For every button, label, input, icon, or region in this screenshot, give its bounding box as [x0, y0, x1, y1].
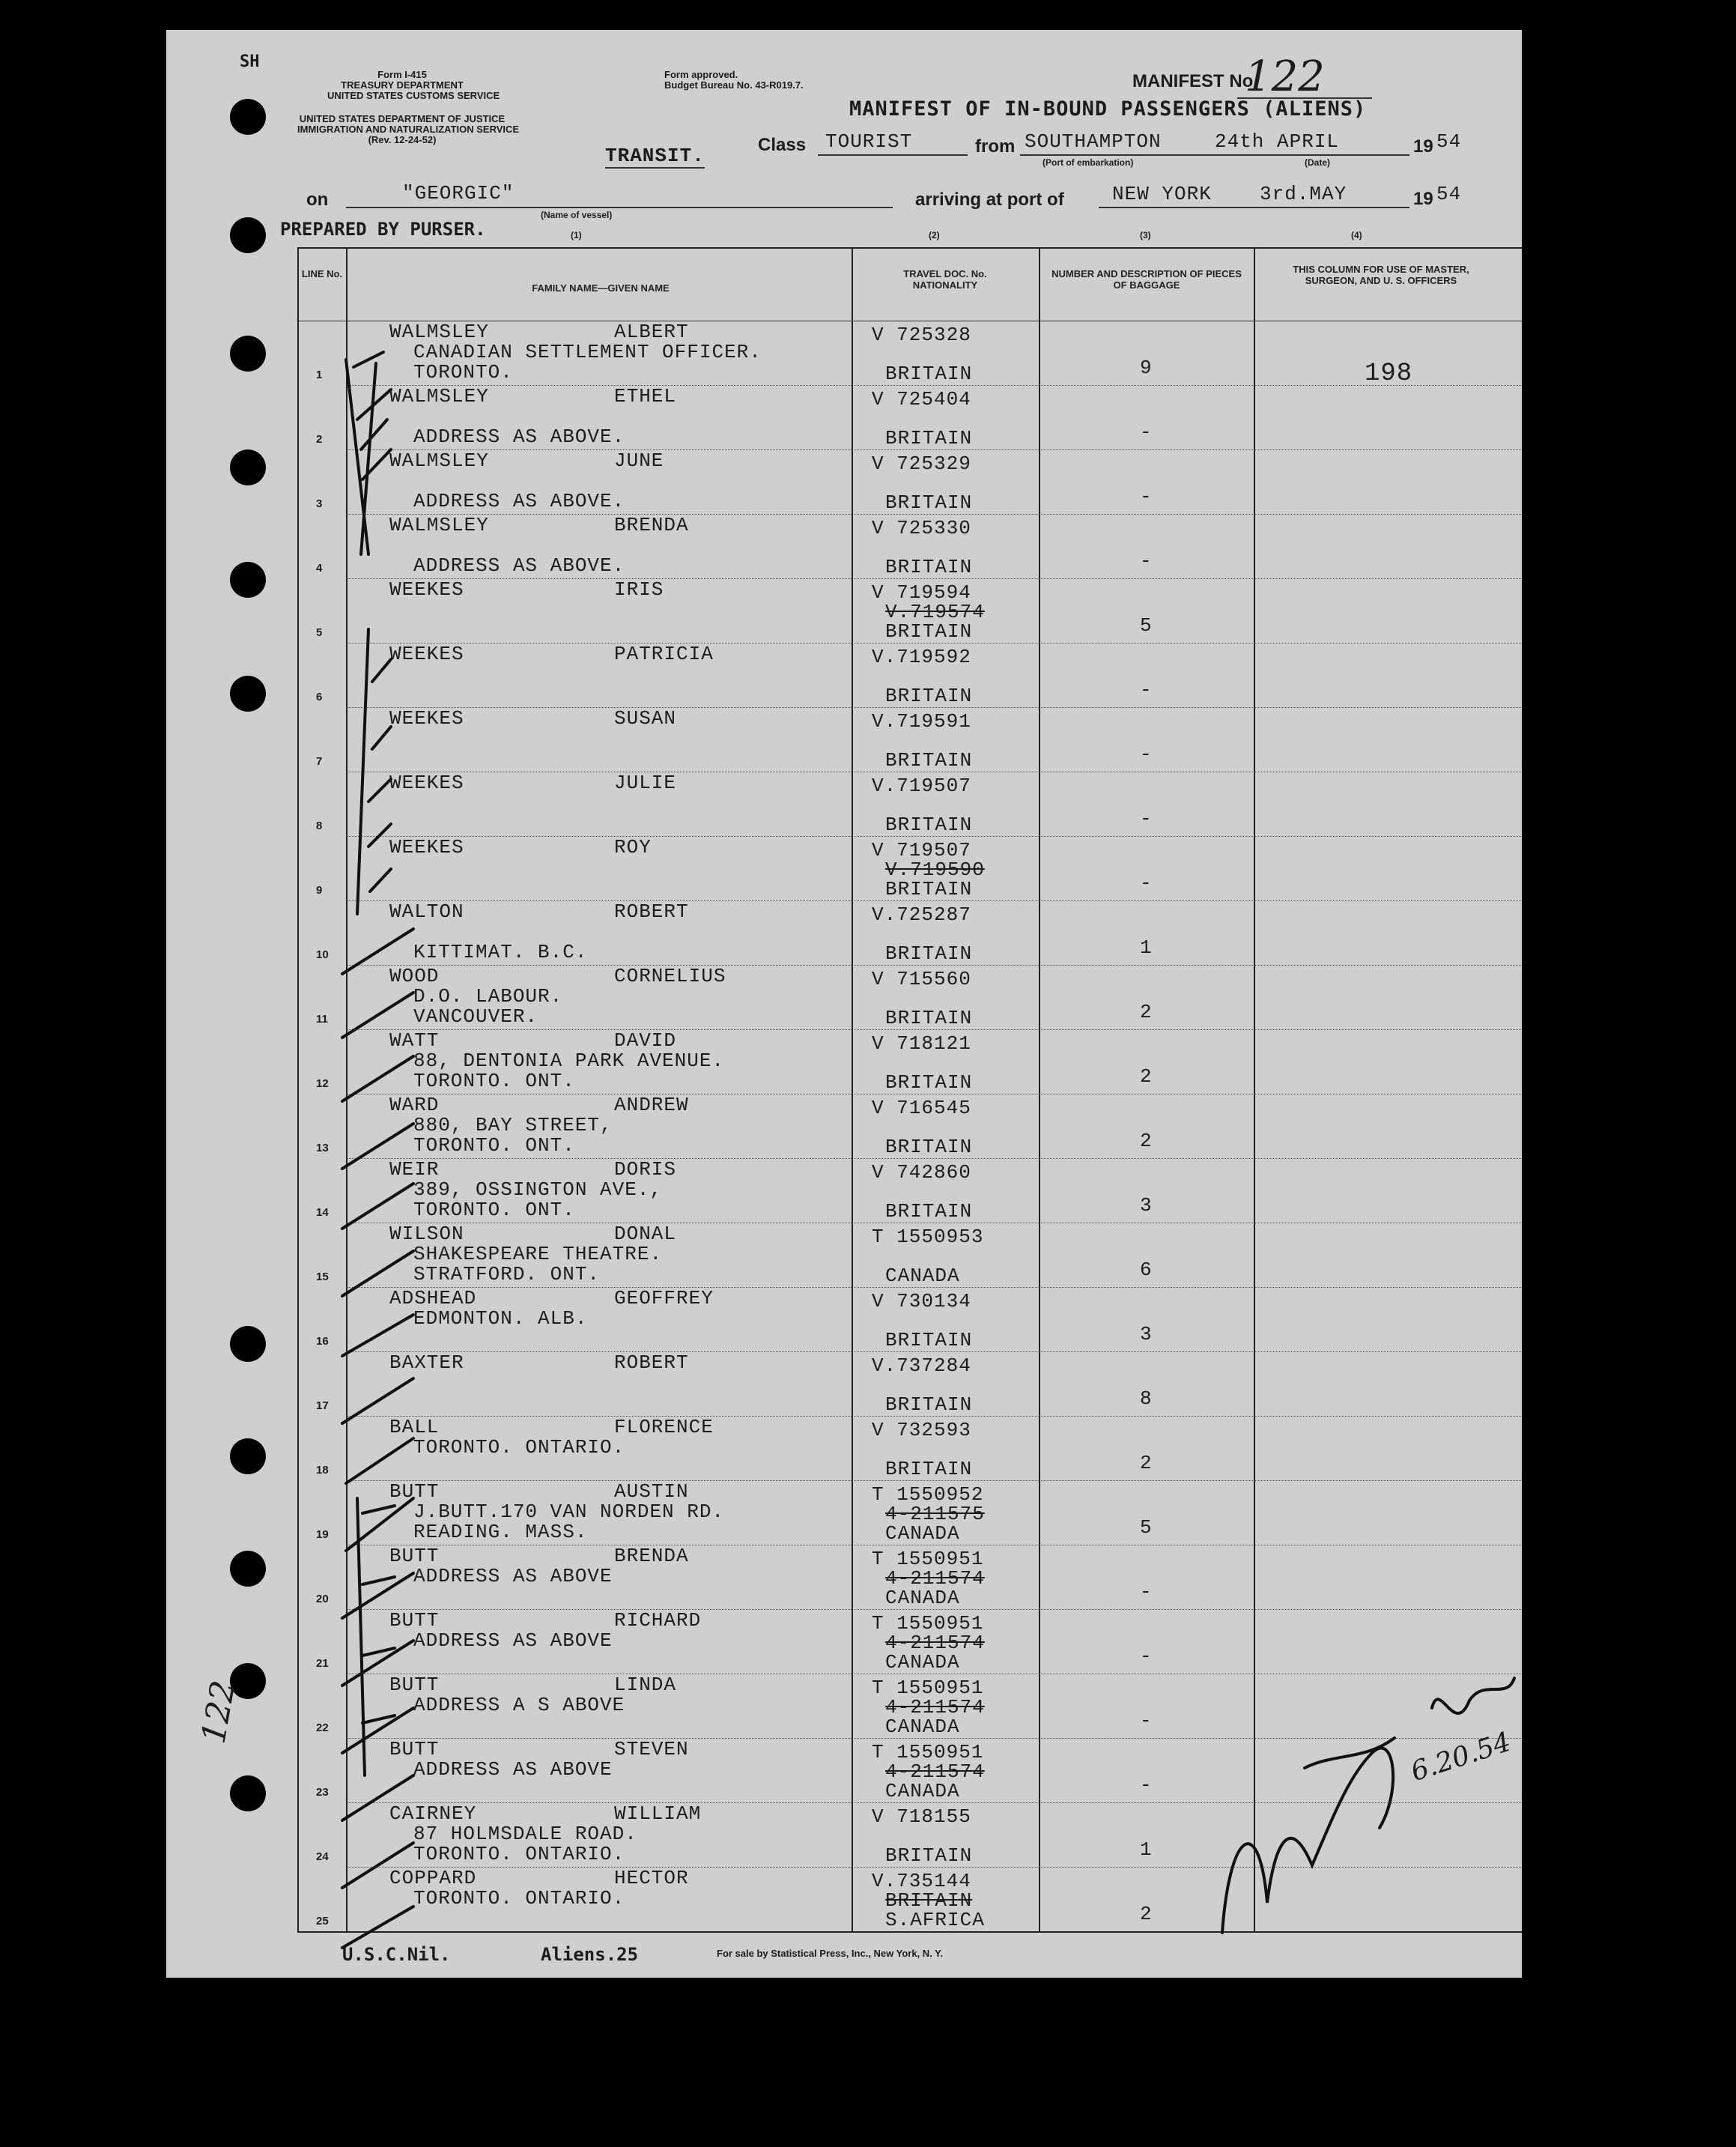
transit-label: TRANSIT.	[605, 145, 705, 167]
form-approved: Form approved.	[664, 69, 738, 80]
address-line-1: ADDRESS AS ABOVE	[413, 1629, 613, 1652]
address-line-1: SHAKESPEARE THEATRE.	[413, 1243, 663, 1265]
family-name: WALTON	[389, 900, 464, 923]
line-number: 7	[316, 755, 323, 768]
address-line-1: ADDRESS A S ABOVE	[413, 1694, 625, 1716]
line-number: 12	[316, 1077, 329, 1090]
family-name: WALMSLEY	[389, 514, 489, 536]
header-doc: TRAVEL DOC. No. NATIONALITY	[903, 268, 987, 291]
header-baggage: NUMBER AND DESCRIPTION OF PIECES OF BAGGAGE	[1051, 268, 1242, 291]
travel-doc: T 1550951	[872, 1612, 984, 1635]
nationality: BRITAIN	[885, 1844, 973, 1867]
travel-doc: V.725287	[872, 903, 971, 926]
family-name: BUTT	[389, 1738, 440, 1760]
given-name: WILLIAM	[614, 1802, 702, 1825]
travel-doc-struck: 4-211574	[885, 1567, 985, 1590]
baggage-count: 5	[1140, 1516, 1153, 1539]
baggage-count: -	[1140, 743, 1153, 766]
travel-doc-struck: 4-211574	[885, 1760, 985, 1783]
customs-label: UNITED STATES CUSTOMS SERVICE	[327, 90, 500, 101]
travel-doc: V 732593	[872, 1419, 971, 1441]
given-name: ETHEL	[614, 385, 677, 408]
family-name: WALMSLEY	[389, 385, 489, 408]
nationality: BRITAIN	[885, 1071, 973, 1094]
from-date: 24th APRIL	[1215, 130, 1340, 153]
line-number: 1	[316, 369, 323, 381]
arrival-date: 3rd.MAY	[1260, 183, 1347, 205]
address-line-1: 389, OSSINGTON AVE.,	[413, 1178, 663, 1201]
ins-label: IMMIGRATION AND NATURALIZATION SERVICE	[297, 124, 520, 135]
family-name: WEEKES	[389, 836, 464, 859]
travel-doc: V 730134	[872, 1290, 971, 1312]
baggage-count: 2	[1140, 1130, 1153, 1152]
line-number: 9	[316, 884, 323, 897]
family-name: BUTT	[389, 1609, 440, 1632]
travel-doc: V.719592	[872, 646, 971, 668]
baggage-count: 1	[1140, 936, 1153, 959]
travel-doc: T 1550951	[872, 1741, 984, 1763]
baggage-count: -	[1140, 872, 1153, 894]
given-name: CORNELIUS	[614, 965, 726, 987]
nationality: BRITAIN	[885, 1200, 973, 1223]
travel-doc-struck: 4-211575	[885, 1503, 985, 1525]
baggage-count: -	[1140, 485, 1153, 508]
family-name: COPPARD	[389, 1867, 477, 1889]
given-name: IRIS	[614, 578, 664, 601]
travel-doc: T 1550952	[872, 1483, 984, 1506]
printer-credit: For sale by Statistical Press, Inc., New York, N. Y.	[717, 1948, 944, 1959]
family-name: WALMSLEY	[389, 449, 489, 472]
nationality: BRITAIN	[885, 1458, 973, 1480]
given-name: ANDREW	[614, 1094, 689, 1116]
travel-doc: V 725404	[872, 388, 971, 411]
address-line-1: J.BUTT.170 VAN NORDEN RD.	[413, 1501, 725, 1523]
handwritten-ticks	[166, 30, 1522, 1978]
baggage-count: 2	[1140, 1452, 1153, 1474]
family-name: WEEKES	[389, 643, 464, 665]
baggage-count: 3	[1140, 1323, 1153, 1345]
manifest-no-label: MANIFEST No.	[1132, 71, 1258, 91]
baggage-count: 3	[1140, 1194, 1153, 1217]
family-name: WARD	[389, 1094, 440, 1116]
address-line-2: READING. MASS.	[413, 1521, 588, 1543]
nationality: BRITAIN	[885, 363, 973, 385]
col-num-3: (3)	[1140, 230, 1151, 240]
baggage-count: 1	[1140, 1838, 1153, 1861]
travel-doc: V.719591	[872, 710, 971, 733]
given-name: RICHARD	[614, 1609, 702, 1632]
line-number: 18	[316, 1464, 329, 1477]
line-number: 8	[316, 820, 323, 832]
given-name: ROBERT	[614, 900, 689, 923]
year-1: 54	[1436, 130, 1462, 153]
header-line-no: LINE No.	[301, 268, 343, 279]
nationality: BRITAIN	[885, 556, 973, 578]
family-name: WEEKES	[389, 707, 464, 730]
family-name: BUTT	[389, 1545, 440, 1567]
given-name: JUNE	[614, 449, 664, 472]
travel-doc-struck: BRITAIN	[885, 1889, 973, 1912]
arrival-port: NEW YORK	[1112, 183, 1212, 205]
nationality: CANADA	[885, 1522, 960, 1545]
line-number: 23	[316, 1786, 329, 1799]
given-name: FLORENCE	[614, 1416, 714, 1438]
given-name: LINDA	[614, 1674, 677, 1696]
given-name: GEOFFREY	[614, 1287, 714, 1309]
given-name: JULIE	[614, 772, 677, 794]
signature-date: 6.20.54	[1407, 1726, 1515, 1788]
line-number: 10	[316, 948, 329, 961]
travel-doc: V 725330	[872, 517, 971, 539]
given-name: STEVEN	[614, 1738, 689, 1760]
travel-doc: V 719594	[872, 581, 971, 604]
travel-doc: V 725329	[872, 452, 971, 475]
col-num-1: (1)	[571, 230, 582, 240]
given-name: BRENDA	[614, 1545, 689, 1567]
address-line-2: STRATFORD. ONT.	[413, 1263, 601, 1286]
address-line-2: TORONTO. ONT.	[413, 1134, 575, 1157]
baggage-count: 2	[1140, 1001, 1153, 1023]
given-name: HECTOR	[614, 1867, 689, 1889]
given-name: SUSAN	[614, 707, 677, 730]
nationality: BRITAIN	[885, 620, 973, 643]
family-name: WALMSLEY	[389, 321, 489, 343]
nationality: CANADA	[885, 1780, 960, 1802]
family-name: CAIRNEY	[389, 1802, 477, 1825]
line-number: 5	[316, 626, 323, 639]
family-name: WEIR	[389, 1158, 440, 1181]
baggage-count: 6	[1140, 1259, 1153, 1281]
family-name: BUTT	[389, 1480, 440, 1503]
address-line-1: TORONTO. ONTARIO.	[413, 1887, 625, 1910]
given-name: DAVID	[614, 1029, 677, 1052]
travel-doc: T 1550953	[872, 1226, 984, 1248]
nationality: BRITAIN	[885, 942, 973, 965]
on-label: on	[306, 190, 329, 210]
travel-doc: V 718121	[872, 1032, 971, 1055]
year-prefix: 19	[1413, 136, 1433, 157]
given-name: AUSTIN	[614, 1480, 689, 1503]
nationality: BRITAIN	[885, 1136, 973, 1158]
nationality: BRITAIN	[885, 427, 973, 449]
baggage-count: 8	[1140, 1387, 1153, 1410]
given-name: ALBERT	[614, 321, 689, 343]
address-line-2: ADDRESS AS ABOVE.	[413, 490, 625, 512]
family-name: WATT	[389, 1029, 440, 1052]
line-number: 20	[316, 1593, 329, 1605]
baggage-count: -	[1140, 1710, 1153, 1732]
line-number: 21	[316, 1657, 329, 1670]
header-officers: THIS COLUMN FOR USE OF MASTER, SURGEON, AND U. S. OFFICERS	[1293, 264, 1469, 286]
address-line-1: 87 HOLMSDALE ROAD.	[413, 1823, 637, 1845]
family-name: WILSON	[389, 1223, 464, 1245]
travel-doc: V 719507	[872, 839, 971, 861]
given-name: ROBERT	[614, 1351, 689, 1374]
aliens-count: Aliens.25	[541, 1944, 639, 1965]
travel-doc-struck: 4-211574	[885, 1696, 985, 1718]
line-number: 6	[316, 691, 323, 703]
baggage-count: 2	[1140, 1065, 1153, 1088]
line-number: 2	[316, 433, 323, 446]
nationality: BRITAIN	[885, 749, 973, 772]
nationality: CANADA	[885, 1587, 960, 1609]
usc-count: U.S.C.Nil.	[342, 1944, 451, 1965]
address-line-1: D.O. LABOUR.	[413, 985, 563, 1008]
address-line-1: 88, DENTONIA PARK AVENUE.	[413, 1050, 725, 1072]
baggage-count: -	[1140, 550, 1153, 572]
line-number: 11	[316, 1013, 328, 1026]
officer-note: 198	[1365, 360, 1413, 388]
line-number: 3	[316, 497, 323, 510]
address-line-2: ADDRESS AS ABOVE.	[413, 426, 625, 448]
line-number: 22	[316, 1721, 329, 1734]
travel-doc: V 715560	[872, 968, 971, 990]
nationality: CANADA	[885, 1651, 960, 1674]
address-line-2: KITTIMAT. B.C.	[413, 941, 588, 963]
page-title: MANIFEST OF IN-BOUND PASSENGERS (ALIENS)	[849, 97, 1367, 121]
header-name: FAMILY NAME—GIVEN NAME	[532, 282, 670, 294]
address-line-1: CANADIAN SETTLEMENT OFFICER.	[413, 341, 762, 363]
prepared-by: PREPARED BY PURSER.	[280, 219, 486, 240]
line-number: 19	[316, 1528, 329, 1541]
travel-doc: V 725328	[872, 324, 971, 346]
treasury-label: TREASURY DEPARTMENT	[341, 79, 464, 91]
travel-doc: V 742860	[872, 1161, 971, 1184]
travel-doc-struck: V.719574	[885, 601, 985, 623]
address-line-2: TORONTO. ONTARIO.	[413, 1843, 625, 1865]
nationality: BRITAIN	[885, 491, 973, 514]
line-number: 24	[316, 1850, 329, 1863]
line-number: 14	[316, 1206, 329, 1219]
nationality: CANADA	[885, 1265, 960, 1287]
baggage-count: 2	[1140, 1903, 1153, 1925]
nationality: S.AFRICA	[885, 1909, 985, 1931]
address-line-2: TORONTO. ONT.	[413, 1199, 575, 1221]
given-name: PATRICIA	[614, 643, 714, 665]
given-name: BRENDA	[614, 514, 689, 536]
travel-doc: T 1550951	[872, 1548, 984, 1570]
vessel-caption: (Name of vessel)	[541, 210, 613, 220]
family-name: ADSHEAD	[389, 1287, 477, 1309]
from-port: SOUTHAMPTON	[1025, 130, 1162, 153]
year-prefix-2: 19	[1413, 189, 1433, 209]
nationality: CANADA	[885, 1716, 960, 1738]
vessel-name: "GEORGIC"	[402, 182, 515, 205]
travel-doc-struck: V.719590	[885, 859, 985, 881]
baggage-count: -	[1140, 1774, 1153, 1796]
line-number: 17	[316, 1399, 329, 1412]
nationality: BRITAIN	[885, 878, 973, 900]
col-num-4: (4)	[1351, 230, 1362, 240]
family-name: WOOD	[389, 965, 440, 987]
baggage-count: 5	[1140, 614, 1153, 637]
baggage-count: -	[1140, 421, 1153, 443]
form-number: Form I-415	[377, 69, 427, 80]
port-caption: (Port of embarkation)	[1042, 157, 1134, 168]
family-name: BUTT	[389, 1674, 440, 1696]
given-name: DONAL	[614, 1223, 677, 1245]
nationality: BRITAIN	[885, 1007, 973, 1029]
arriving-label: arriving at port of	[915, 190, 1064, 210]
nationality: BRITAIN	[885, 685, 973, 707]
justice-label: UNITED STATES DEPARTMENT OF JUSTICE	[299, 113, 506, 124]
line-number: 25	[316, 1915, 329, 1928]
travel-doc: V.737284	[872, 1354, 971, 1377]
budget-bureau: Budget Bureau No. 43-R019.7.	[664, 79, 804, 91]
given-name: ROY	[614, 836, 652, 859]
address-line-1: EDMONTON. ALB.	[413, 1307, 588, 1330]
line-number: 13	[316, 1142, 329, 1154]
address-line-1: ADDRESS AS ABOVE	[413, 1758, 613, 1781]
travel-doc-struck: 4-211574	[885, 1632, 985, 1654]
date-caption: (Date)	[1305, 157, 1331, 168]
baggage-count: -	[1140, 1581, 1153, 1603]
address-line-2: VANCOUVER.	[413, 1005, 538, 1028]
corner-code: SH	[240, 52, 260, 71]
baggage-count: -	[1140, 1645, 1153, 1668]
line-number: 4	[316, 562, 323, 575]
address-line-1: TORONTO. ONTARIO.	[413, 1436, 625, 1459]
baggage-count: -	[1140, 679, 1153, 701]
class-value: TOURIST	[825, 130, 913, 153]
travel-doc: V 716545	[872, 1097, 971, 1119]
line-number: 16	[316, 1335, 329, 1348]
manifest-page	[166, 30, 1522, 1978]
nationality: BRITAIN	[885, 1393, 973, 1416]
baggage-count: -	[1140, 808, 1153, 830]
travel-doc: V 718155	[872, 1805, 971, 1828]
family-name: WEEKES	[389, 578, 464, 601]
baggage-count: 9	[1140, 357, 1153, 379]
nationality: BRITAIN	[885, 1329, 973, 1351]
class-label: Class	[758, 135, 807, 155]
family-name: WEEKES	[389, 772, 464, 794]
address-line-2: TORONTO.	[413, 361, 513, 384]
address-line-1: ADDRESS AS ABOVE	[413, 1565, 613, 1587]
col-num-2: (2)	[929, 230, 940, 240]
year-2: 54	[1436, 183, 1462, 205]
address-line-2: TORONTO. ONT.	[413, 1070, 575, 1092]
line-number: 15	[316, 1271, 329, 1283]
from-label: from	[975, 136, 1016, 157]
travel-doc: V.735144	[872, 1870, 971, 1892]
travel-doc: T 1550951	[872, 1677, 984, 1699]
family-name: BAXTER	[389, 1351, 464, 1374]
manifest-no: 122	[1245, 52, 1325, 101]
margin-note: 122	[194, 1677, 243, 1747]
nationality: BRITAIN	[885, 814, 973, 836]
revision-label: (Rev. 12-24-52)	[368, 134, 437, 145]
address-line-1: 880, BAY STREET,	[413, 1114, 613, 1136]
address-line-2: ADDRESS AS ABOVE.	[413, 554, 625, 577]
family-name: BALL	[389, 1416, 440, 1438]
travel-doc: V.719507	[872, 775, 971, 797]
given-name: DORIS	[614, 1158, 677, 1181]
